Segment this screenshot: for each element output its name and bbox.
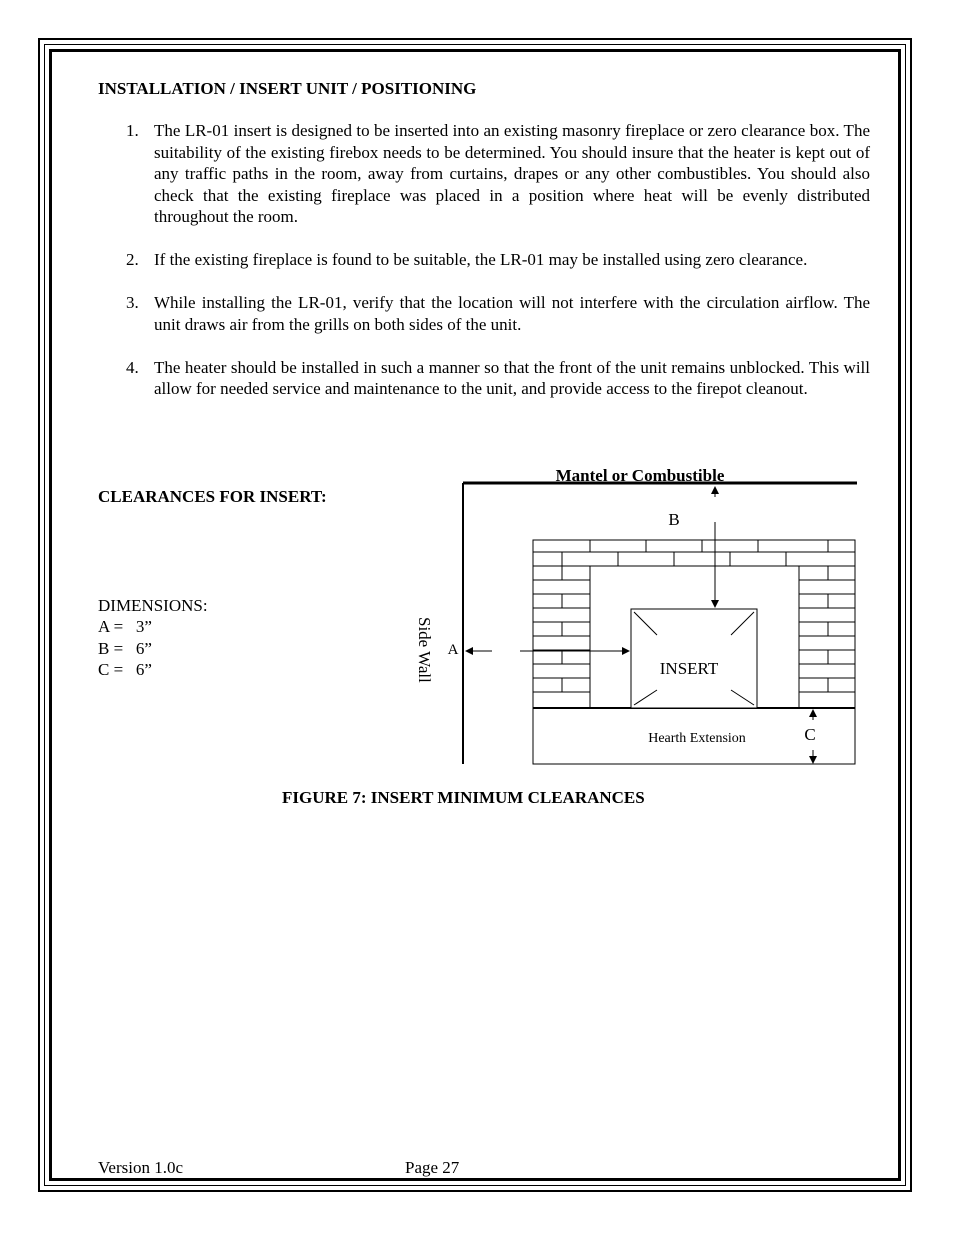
- step-text: The LR-01 insert is designed to be inserted into an existing masonry fireplace or zero clearance box. The suitability of the existing firebox needs to be determined. You should insure that the heater is kept out of any traffic paths in the room, away from curtains, drapes or any other combustibles. You should also check that the existing fireplace was placed in a position where heat will be evenly distributed throughout the room.: [154, 121, 870, 226]
- dimension-b: B = 6”: [98, 638, 152, 658]
- step-text: The heater should be installed in such a manner so that the front of the unit remains unblocked. This will allow for needed service and maintenance to the unit, and provide access to the firepot cleanout.: [154, 357, 870, 398]
- footer-version: Version 1.0c: [98, 1158, 183, 1177]
- step-text: While installing the LR-01, verify that the location will not interfere with the circulation airflow. The unit draws air from the grills on both sides of the unit.: [154, 293, 870, 334]
- step-text: If the existing fireplace is found to be suitable, the LR-01 may be installed using zero clearance.: [154, 250, 808, 269]
- footer-page-number: Page 27: [405, 1158, 460, 1177]
- section-title: INSTALLATION / INSERT UNIT / POSITIONING: [98, 79, 477, 98]
- label-a: A: [447, 642, 459, 658]
- clearances-title: CLEARANCES FOR INSERT:: [98, 487, 327, 506]
- hearth-extension-label: Hearth Extension: [648, 731, 746, 746]
- dimension-a: A = 3”: [98, 617, 152, 637]
- dimension-c: C = 6”: [98, 659, 152, 679]
- step-number: 4.: [126, 357, 139, 377]
- mantel-label: Mantel or Combustible: [555, 466, 725, 485]
- figure-caption: FIGURE 7: INSERT MINIMUM CLEARANCES: [282, 788, 645, 807]
- step-number: 3.: [126, 293, 139, 312]
- label-c: C: [804, 725, 816, 744]
- insert-label: INSERT: [659, 659, 719, 678]
- step-number: 2.: [126, 250, 139, 269]
- label-b: B: [668, 510, 680, 529]
- side-wall-label: Side Wall: [415, 617, 434, 683]
- dimensions-label: DIMENSIONS:: [98, 596, 208, 615]
- step-number: 1.: [126, 121, 139, 140]
